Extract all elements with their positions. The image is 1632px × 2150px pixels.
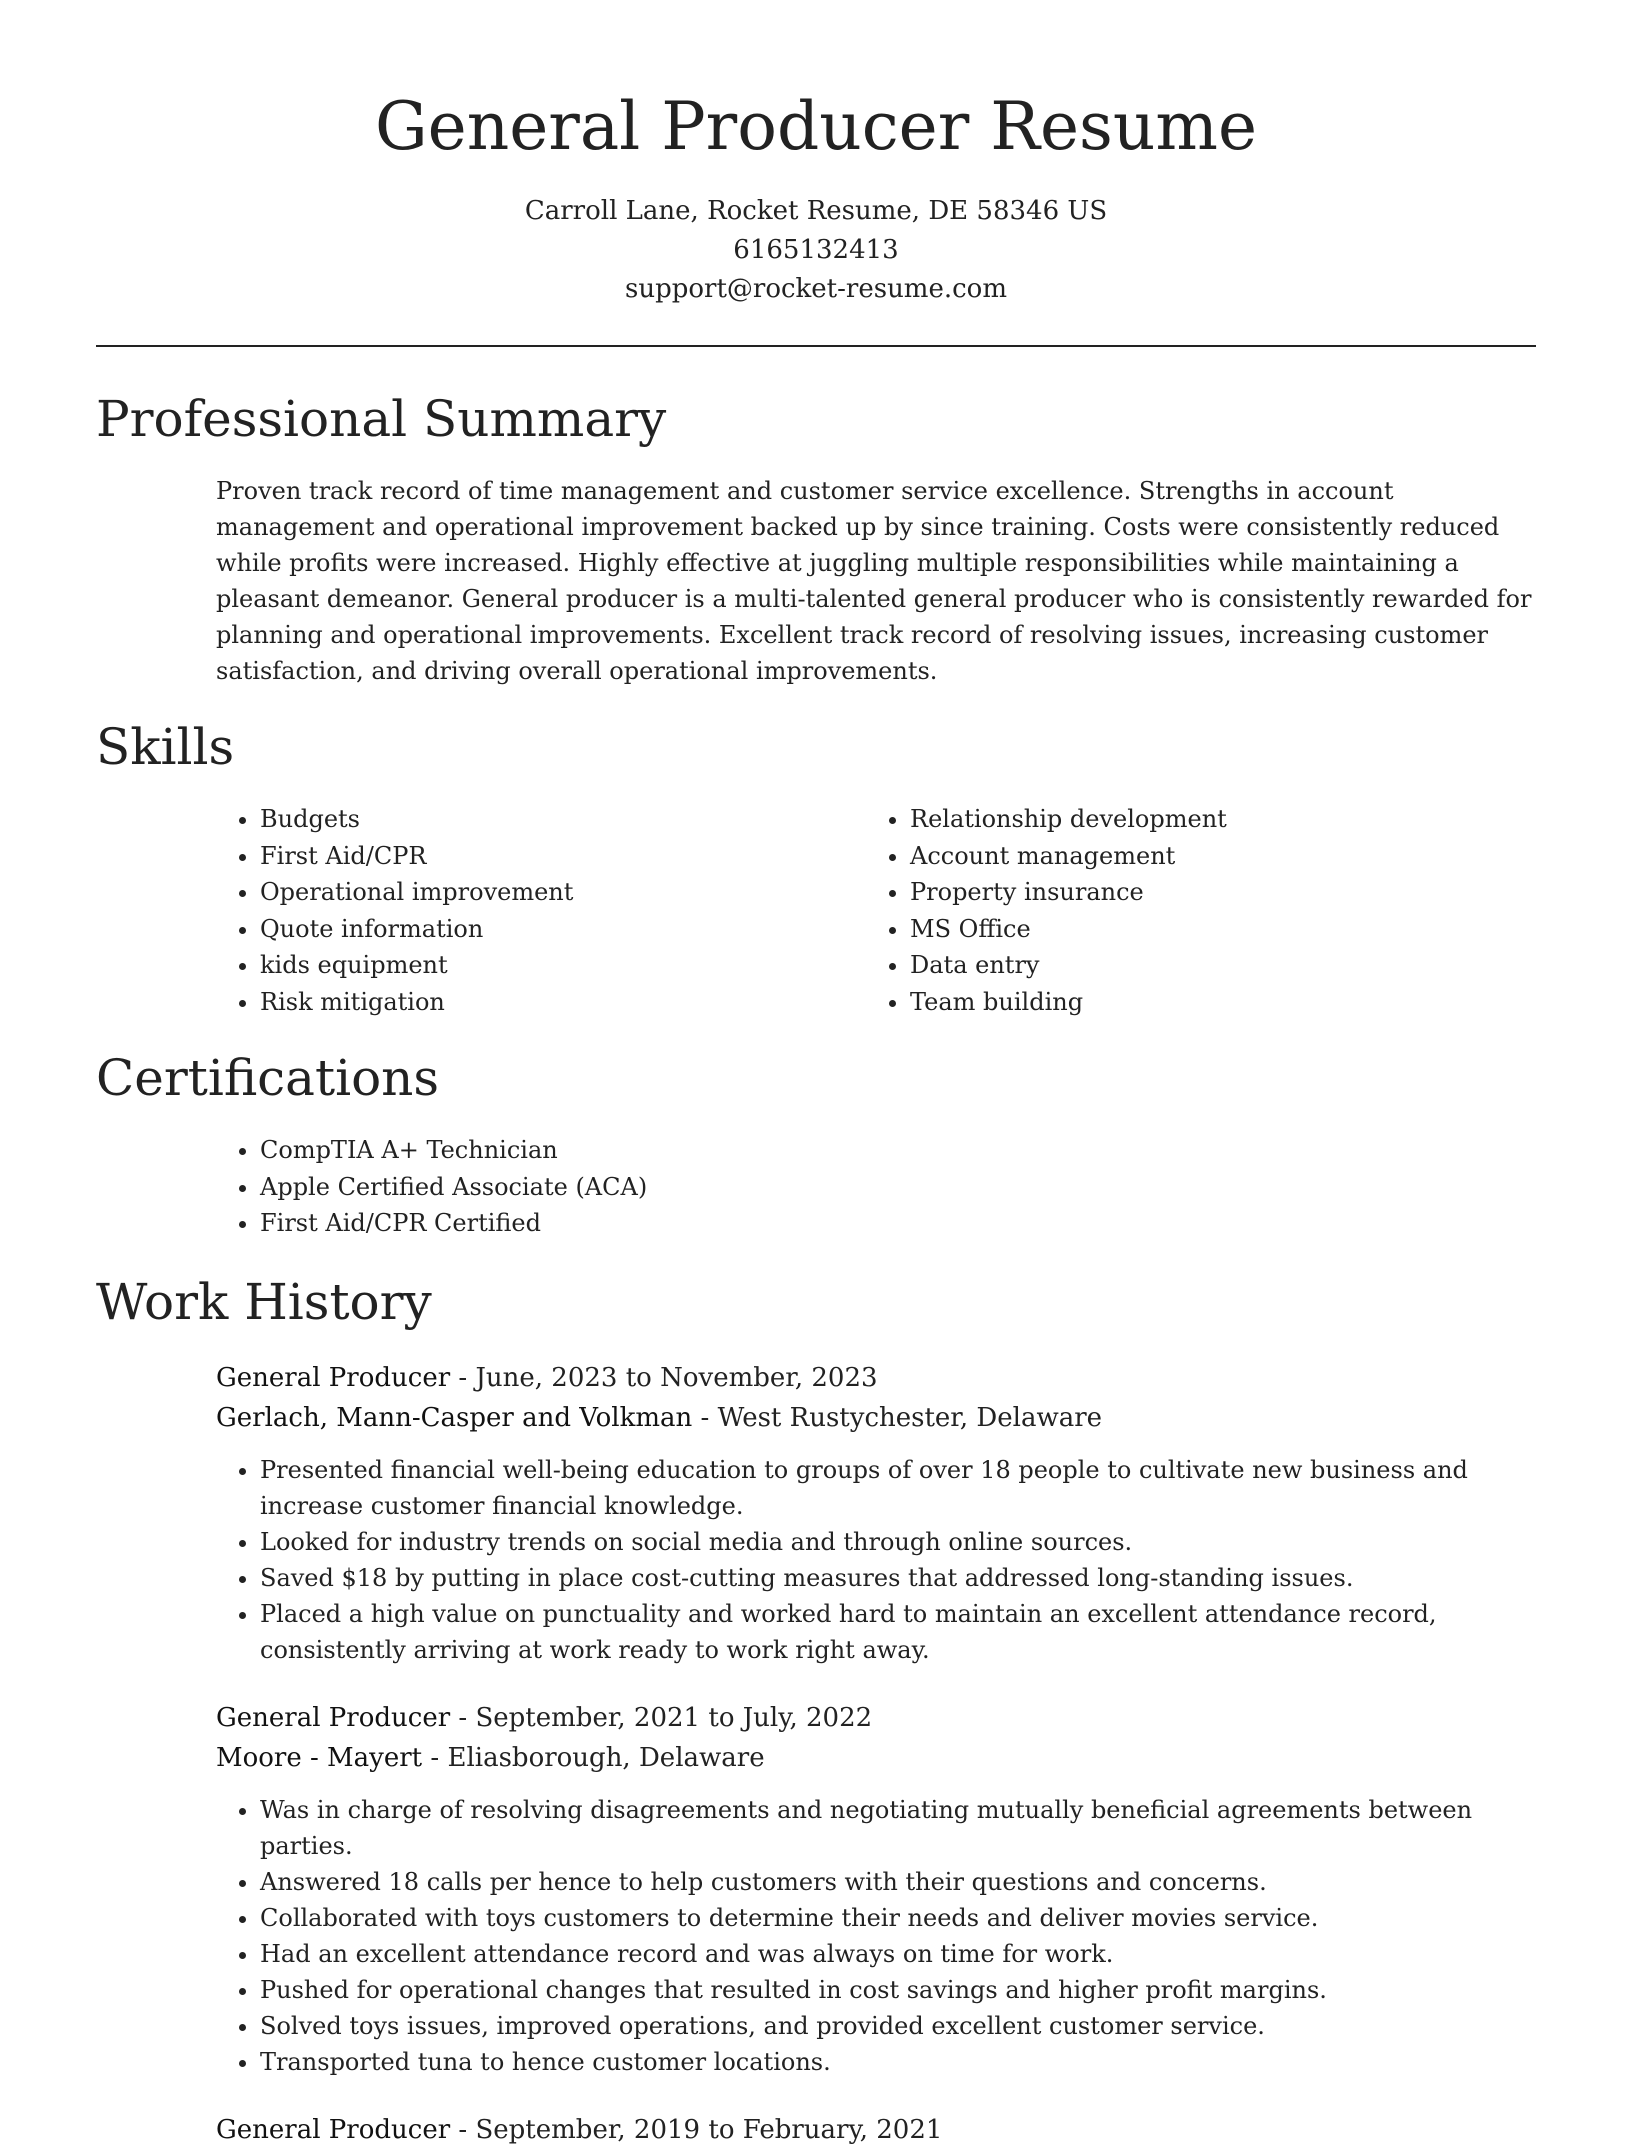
job-bullet: • Answered 18 calls per hence to help customers with their questions and concerns.	[260, 1864, 1536, 1900]
job-bullets	[216, 1792, 1536, 2080]
job-title-line	[216, 2110, 1536, 2150]
certifications-heading: Certifications	[96, 1049, 440, 1107]
separator: -	[450, 1362, 476, 1393]
separator: -	[450, 2114, 476, 2145]
skill-item: • Budgets	[260, 801, 866, 838]
skill-item: • Operational improvement	[260, 874, 866, 911]
certification-item: • CompTIA A+ Technician	[260, 1132, 1536, 1169]
contact-phone: 6165132413	[733, 235, 899, 265]
job-bullet: • Collaborated with toys customers to determine their needs and deliver movies service.	[260, 1900, 1536, 1936]
job-location: West Rustychester, Delaware	[717, 1402, 1103, 1433]
header-divider	[96, 345, 1536, 347]
job-company-line	[216, 1398, 1536, 1438]
job-dates: September, 2019 to February, 2021	[475, 2114, 943, 2145]
skill-item: • Team building	[910, 984, 1516, 1021]
skills-columns	[216, 801, 1536, 1020]
work-history-heading: Work History	[96, 1272, 432, 1331]
job-bullet: • Saved $18 by putting in place cost-cutting measures that addressed long-standing issues.	[260, 1560, 1536, 1596]
skill-item: • MS Office	[910, 911, 1516, 948]
job-bullet: • Placed a high value on punctuality and worked hard to maintain an excellent attendance record, consistently arriving at work ready to work right away.	[260, 1596, 1536, 1668]
skill-item: • Quote information	[260, 911, 866, 948]
job-company-line	[216, 1738, 1536, 1778]
job-bullet: • Solved toys issues, improved operations, and provided excellent customer service.	[260, 2008, 1536, 2044]
separator: -	[450, 1702, 476, 1733]
job-dates: September, 2021 to July, 2022	[475, 1702, 873, 1733]
certifications-list	[216, 1132, 1536, 1242]
job-bullet: • Transported tuna to hence customer locations.	[260, 2044, 1536, 2080]
job-title: General Producer	[216, 1362, 451, 1393]
summary-heading: Professional Summary	[96, 390, 667, 448]
job-title-line	[216, 1698, 1536, 1738]
job-bullet: • Had an excellent attendance record and was always on time for work.	[260, 1936, 1536, 1972]
job-bullet: • Pushed for operational changes that resulted in cost savings and higher profit margins.	[260, 1972, 1536, 2008]
skill-item: • First Aid/CPR	[260, 838, 866, 875]
job-title-line	[216, 1358, 1536, 1398]
contact-block	[96, 192, 1536, 309]
separator: -	[422, 1742, 448, 1773]
job-bullets	[216, 1452, 1536, 1668]
skill-item: • kids equipment	[260, 947, 866, 984]
resume-page	[96, 0, 1536, 2150]
skill-item: • Relationship development	[910, 801, 1516, 838]
job-bullet: • Presented financial well-being education to groups of over 18 people to cultivate new business and increase customer financial knowledge.	[260, 1452, 1536, 1524]
skill-item: • Property insurance	[910, 874, 1516, 911]
skills-heading: Skills	[96, 718, 235, 776]
job-location: Eliasborough, Delaware	[447, 1742, 765, 1773]
resume-title: General Producer Resume	[374, 88, 1258, 165]
contact-email: support@rocket-resume.com	[624, 274, 1007, 304]
summary-text: Proven track record of time management and customer service excellence. Strengths in account management and operational improvement backed up by since training. Costs were consistently reduced while profits were increased. Highly effective at juggling multiple responsibilities while maintaining a pleasant demeanor. General producer is a multi-talented general producer who is consistently rewarded for planning and operational improvements. Excellent track record of resolving issues, increasing customer satisfaction, and driving overall operational improvements.	[216, 477, 1532, 685]
contact-address: Carroll Lane, Rocket Resume, DE 58346 US	[524, 196, 1108, 226]
job-title: General Producer	[216, 1702, 451, 1733]
job-company: Moore - Mayert	[216, 1742, 423, 1773]
job-title: General Producer	[216, 2114, 451, 2145]
skill-item: • Data entry	[910, 947, 1516, 984]
skills-list-left	[216, 801, 866, 1020]
certification-item: • First Aid/CPR Certified	[260, 1205, 1536, 1242]
job-bullet: • Looked for industry trends on social media and through online sources.	[260, 1524, 1536, 1560]
skills-list-right	[866, 801, 1516, 1020]
job-entry	[216, 1698, 1536, 2080]
skill-item: • Risk mitigation	[260, 984, 866, 1021]
skill-item: • Account management	[910, 838, 1516, 875]
certification-item: • Apple Certified Associate (ACA)	[260, 1169, 1536, 1206]
job-company: Gerlach, Mann-Casper and Volkman	[216, 1402, 693, 1433]
job-entry	[216, 2110, 1536, 2150]
separator: -	[692, 1402, 718, 1433]
job-entry	[216, 1358, 1536, 1668]
job-dates: June, 2023 to November, 2023	[475, 1362, 878, 1393]
job-bullet: • Was in charge of resolving disagreements and negotiating mutually beneficial agreements between parties.	[260, 1792, 1536, 1864]
